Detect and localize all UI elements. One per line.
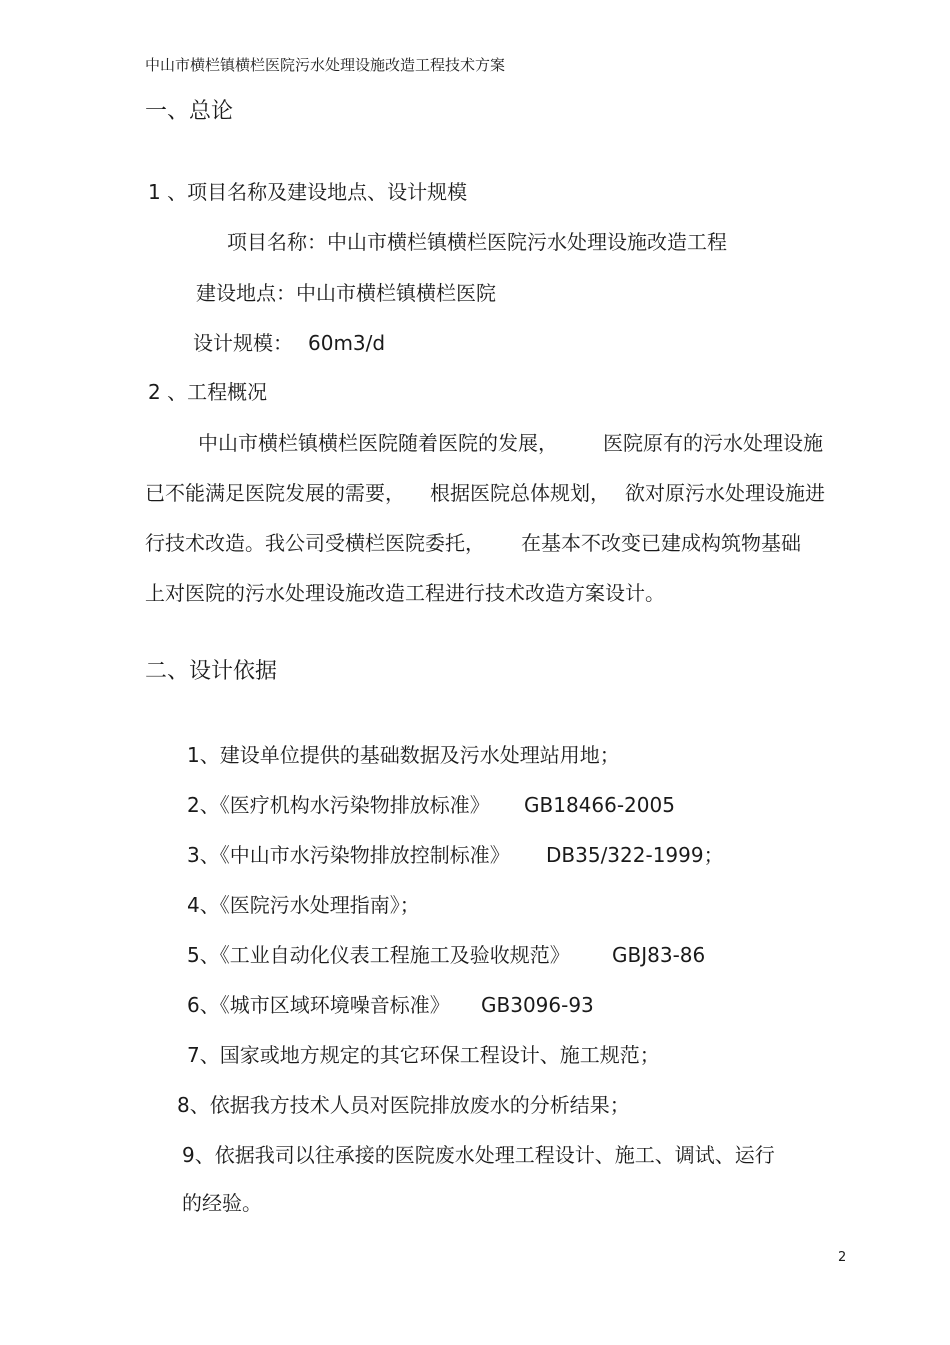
basis-item: 4、《医院污水处理指南》； — [187, 893, 420, 917]
basis-item-code: GB3096-93 — [481, 993, 594, 1017]
overview-text: 已不能满足医院发展的需要， — [145, 481, 405, 505]
page-header: 中山市横栏镇横栏医院污水处理设施改造工程技术方案 — [145, 56, 506, 74]
page-number: 2 — [838, 1250, 847, 1265]
basis-item: 9、依据我司以往承接的医院废水处理工程设计、施工、调试、运行 — [182, 1143, 775, 1167]
basis-item: 的经验。 — [182, 1191, 262, 1215]
basis-item: 3、《中山市水污染物排放控制标准》 — [187, 843, 510, 867]
overview-text: 根据医院总体规划， — [430, 481, 610, 505]
project-name: 项目名称：中山市横栏镇横栏医院污水处理设施改造工程 — [227, 230, 727, 254]
basis-item: 2、《医疗机构水污染物排放标准》 — [187, 793, 490, 817]
subsection-title-project: 1 、项目名称及建设地点、设计规模 — [148, 180, 468, 204]
basis-item: 1、建设单位提供的基础数据及污水处理站用地； — [187, 743, 620, 767]
basis-item: 5、《工业自动化仪表工程施工及验收规范》 — [187, 943, 570, 967]
section-title-basis: 二、设计依据 — [145, 659, 278, 684]
design-scale-label: 设计规模： — [193, 331, 293, 355]
design-scale-value: 60m3/d — [308, 331, 386, 355]
basis-item-code: DB35/322-1999； — [546, 843, 724, 867]
project-location: 建设地点：中山市横栏镇横栏医院 — [196, 281, 496, 305]
basis-item-code: GB18466-2005 — [524, 793, 675, 817]
basis-item: 6、《城市区域环境噪音标准》 — [187, 993, 450, 1017]
basis-item: 7、国家或地方规定的其它环保工程设计、施工规范； — [187, 1043, 660, 1067]
overview-text: 在基本不改变已建成构筑物基础 — [521, 531, 801, 555]
basis-item-code: GBJ83-86 — [612, 943, 706, 967]
section-title-general: 一、总论 — [145, 99, 234, 124]
overview-text: 欲对原污水处理设施进 — [625, 481, 825, 505]
subsection-title-overview: 2 、工程概况 — [148, 380, 268, 404]
overview-text: 中山市横栏镇横栏医院随着医院的发展， — [198, 431, 558, 455]
overview-text: 上对医院的污水处理设施改造工程进行技术改造方案设计。 — [145, 581, 665, 605]
basis-item: 8、依据我方技术人员对医院排放废水的分析结果； — [177, 1093, 630, 1117]
overview-text: 行技术改造。我公司受横栏医院委托， — [145, 531, 485, 555]
overview-text: 医院原有的污水处理设施 — [603, 431, 823, 455]
